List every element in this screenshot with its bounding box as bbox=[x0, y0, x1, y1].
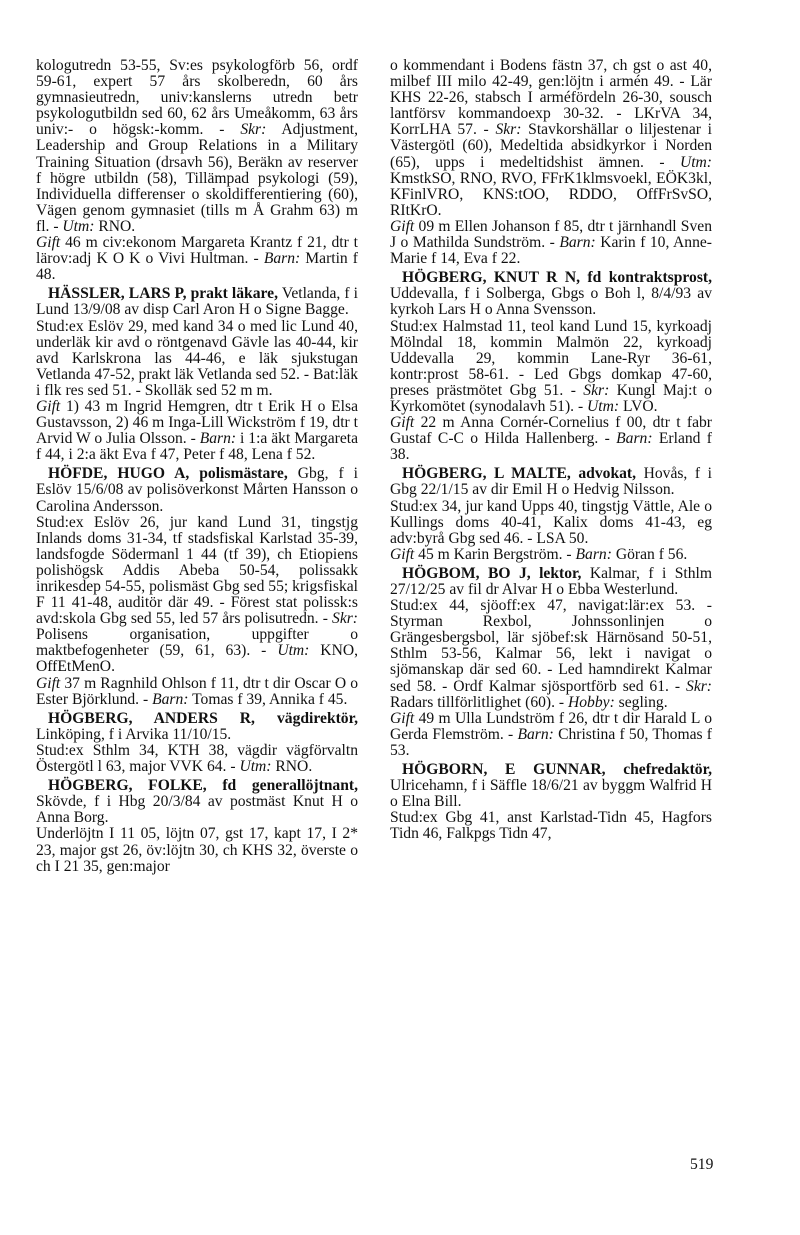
biography-entry bbox=[390, 566, 712, 759]
section-label: Gift bbox=[390, 414, 415, 432]
entry-paragraph bbox=[36, 319, 358, 399]
entry-paragraph bbox=[390, 547, 712, 563]
text-run: Skövde, f i Hbg 20/3/84 av postmäst Knut H o Anna Borg. bbox=[36, 793, 358, 827]
text-run: Tomas f 39, Annika f 45. bbox=[188, 690, 348, 708]
text-run: Stud:ex Gbg 41, anst Karlstad-Tidn 45, Hagfors Tidn 46, Falkpgs Tidn 47, bbox=[390, 809, 712, 843]
text-run: 09 m Ellen Johanson f 85, dtr t järnhandl Sven J o Mathilda Sundström. - bbox=[390, 217, 712, 252]
entry-paragraph bbox=[36, 58, 358, 235]
entry-paragraph bbox=[36, 515, 358, 676]
entry-heading bbox=[36, 711, 358, 743]
entry-heading bbox=[390, 270, 712, 318]
text-run: LVO. bbox=[619, 397, 658, 415]
entry-heading bbox=[36, 286, 358, 318]
text-run: Adjustment, Leadership and Group Relations in a Military Training Situation (drsavh 56), Beräkn av reserver f högre utbildn (58), Tillämpad psykologi (59), Individuella differenser o skoldifferentiering (60), Vägen genom gymnasiet (tills m Å Grahm 63) m fl. - bbox=[36, 121, 358, 235]
text-run: Stavkorshällar o liljestenar i Västergötl (60), Medeltida absidkyrkor i Norden (65), upps i medeltidshist ämnen. - bbox=[390, 121, 712, 171]
text-run: Polisens organisation, uppgifter o maktbefogenheter (59, 61, 63). - bbox=[36, 626, 358, 660]
section-label: Utm: bbox=[277, 642, 310, 660]
entry-heading bbox=[390, 466, 712, 498]
biography-entry bbox=[36, 466, 358, 707]
text-run: Kungl Maj:t o Kyrkomötet (synodalavh 51). - bbox=[390, 381, 712, 415]
text-run: RNO. bbox=[94, 217, 136, 235]
section-label: Barn: bbox=[559, 234, 596, 252]
section-label: Gift bbox=[390, 545, 415, 563]
text-run: Christina f 50, Thomas f 53. bbox=[390, 725, 712, 759]
section-label: Barn: bbox=[575, 545, 612, 563]
section-label: Barn: bbox=[152, 690, 189, 708]
section-label: Gift bbox=[390, 217, 415, 235]
entry-name: HÖGBERG, KNUT R N, fd kontraktsprost, bbox=[402, 269, 712, 287]
text-run: segling. bbox=[614, 693, 668, 711]
continued-entry bbox=[36, 58, 358, 283]
entry-paragraph bbox=[390, 219, 712, 267]
text-run: Uddevalla, f i Solberga, Gbgs o Boh l, 8/4/93 av kyrkoh Lars H o Anna Svensson. bbox=[390, 285, 712, 319]
section-label: Gift bbox=[390, 709, 415, 727]
text-run: 49 m Ulla Lundström f 26, dtr t dir Harald L o Gerda Flemström. - bbox=[390, 709, 712, 743]
section-label: Utm: bbox=[62, 217, 95, 235]
section-label: Barn: bbox=[263, 250, 301, 268]
text-run: Erland f 38. bbox=[390, 430, 712, 464]
entry-name: HÖFDE, HUGO A, polismästare, bbox=[48, 465, 288, 483]
section-label: Utm: bbox=[239, 758, 272, 776]
text-run: Linköping, f i Arvika 11/10/15. bbox=[36, 725, 232, 743]
entry-paragraph bbox=[390, 415, 712, 463]
section-label: Gift bbox=[36, 674, 61, 692]
biography-entry bbox=[390, 762, 712, 842]
section-label: Skr: bbox=[240, 121, 267, 139]
text-run: Martin f 48. bbox=[36, 250, 358, 284]
text-run: Hovås, f i Gbg 22/1/15 av dir Emil H o Hedvig Nilsson. bbox=[390, 465, 712, 499]
entry-name: HÖGBERG, L MALTE, advokat, bbox=[402, 465, 637, 483]
section-label: Barn: bbox=[199, 430, 237, 448]
entry-heading bbox=[390, 566, 712, 598]
left-column bbox=[36, 58, 358, 878]
text-run: Gbg, f i Eslöv 15/6/08 av polisöverkonst Mårten Hansson o Carolina Andersson. bbox=[36, 465, 358, 515]
section-label: Skr: bbox=[495, 121, 522, 139]
entry-paragraph bbox=[390, 598, 712, 711]
entry-name: HÄSSLER, LARS P, prakt läkare, bbox=[48, 285, 278, 303]
entry-name: HÖGBOM, BO J, lektor, bbox=[402, 564, 582, 582]
entry-name: HÖGBORN, E GUNNAR, chefredaktör, bbox=[402, 761, 712, 779]
section-label: Skr: bbox=[583, 381, 610, 399]
entry-paragraph bbox=[390, 810, 712, 842]
section-label: Skr: bbox=[332, 610, 358, 628]
continued-entry bbox=[390, 58, 712, 267]
biography-entry bbox=[390, 466, 712, 563]
text-run: 22 m Anna Cornér-Cornelius f 00, dtr t fabr Gustaf C-C o Hilda Hallenberg. - bbox=[390, 414, 712, 448]
entry-paragraph bbox=[390, 711, 712, 759]
entry-heading bbox=[36, 778, 358, 826]
entry-paragraph bbox=[36, 235, 358, 283]
biography-entry bbox=[390, 270, 712, 463]
section-label: Barn: bbox=[616, 430, 653, 448]
text-run: 45 m Karin Bergström. - bbox=[414, 545, 576, 563]
text-run: 37 m Ragnhild Ohlson f 11, dtr t dir Oscar O o Ester Björklund. - bbox=[36, 674, 358, 708]
entry-paragraph bbox=[390, 499, 712, 547]
text-run: Stud:ex Sthlm 34, KTH 38, vägdir vägförvaltn Östergötl l 63, major VVK 64. - bbox=[36, 741, 358, 776]
text-run: RNO. bbox=[271, 758, 313, 776]
section-label: Hobby: bbox=[568, 693, 615, 711]
text-run: Stud:ex Halmstad 11, teol kand Lund 15, kyrkoadj Mölndal 18, kommin Malmön 22, kyrkoadj Uddevalla 29, kommin Lane-Ryr 36-61, kontr:prost 58-61. - Led Gbgs domkap 47-60, preses prästmötet Gbg 51. - bbox=[390, 317, 712, 399]
text-run: i 1:a äkt Margareta f 44, i 2:a äkt Eva f 47, Peter f 48, Lena f 52. bbox=[36, 430, 359, 464]
right-column bbox=[390, 58, 712, 846]
biography-entry bbox=[36, 778, 358, 875]
biography-entry bbox=[36, 286, 358, 463]
section-label: Gift bbox=[36, 397, 61, 415]
text-run: Stud:ex Eslöv 29, med kand 34 o med lic Lund 40, underläk kir avd o röntgenavd Gävle las 40-44, kir avd Karlskrona las 44-46, e läk sjukstugan Vetlanda 47-52, prakt läk Vetlanda sed 52. - Bat:läk i flk res sed 51. - Skolläk sed 52 m m. bbox=[36, 317, 358, 399]
entry-name: HÖGBERG, ANDERS R, vägdirektör, bbox=[48, 709, 358, 727]
text-run: Underlöjtn I 11 05, löjtn 07, gst 17, kapt 17, I 2* 23, major gst 26, öv:löjtn 30, ch KHS 32, överste o ch I 21 35, gen:major bbox=[36, 825, 358, 875]
section-label: Utm: bbox=[679, 153, 712, 171]
text-run: 1) 43 m Ingrid Hemgren, dtr t Erik H o Elsa Gustavsson, 2) 46 m Inga-Lill Wickström f 19, dtr t Arvid W o Julia Olsson. - bbox=[36, 397, 358, 448]
text-run: Ulricehamn, f i Säffle 18/6/21 av byggm Walfrid H o Elna Bill. bbox=[390, 777, 712, 811]
text-run: Vetlanda, f i Lund 13/9/08 av disp Carl Aron H o Signe Bagge. bbox=[36, 285, 358, 319]
page-number: 519 bbox=[690, 1156, 714, 1173]
section-label: Gift bbox=[36, 234, 61, 252]
entry-paragraph bbox=[36, 743, 358, 775]
biography-entry bbox=[36, 711, 358, 775]
text-run: KNO, OffEtMenO. bbox=[36, 642, 358, 676]
text-run: Stud:ex 44, sjöoff:ex 47, navigat:lär:ex 53. - Styrman Rexbol, Johnssonlinjen o Grängesbergsbol, lär sjöbef:sk Härnösand 50-51, Sthlm 53-56, Kalmar 56, lekt i navigat o sjömanskap där sed 60. - Led hamndirekt Kalmar sed 58. - Ordf Kalmar sjösportförb sed 61. - bbox=[390, 597, 712, 695]
section-label: Utm: bbox=[587, 397, 620, 415]
text-run: Stud:ex 34, jur kand Upps 40, tingstjg Vättle, Ale o Kullings doms 40-41, Kalix doms 41-43, eg adv:byrå Gbg sed 46. - LSA 50. bbox=[390, 497, 712, 547]
entry-paragraph bbox=[36, 676, 358, 708]
text-run: kologutredn 53-55, Sv:es psykologförb 56, ordf 59-61, expert 57 års skolberedn, 60 års gymnasieutredn, univ:kanslerns utredn betr psykologutbildn sed 60, 62 års Umeåkomm, 63 års univ:- o högsk:-komm. - bbox=[36, 57, 358, 139]
text-run: 46 m civ:ekonom Margareta Krantz f 21, dtr t lärov:adj K O K o Vivi Hultman. - bbox=[36, 234, 358, 268]
text-run: Karin f 10, Anne-Marie f 14, Eva f 22. bbox=[390, 234, 712, 268]
entry-heading bbox=[390, 762, 712, 810]
entry-paragraph bbox=[390, 319, 712, 416]
entry-paragraph bbox=[390, 58, 712, 219]
text-run: Radars tillförlitlighet (60). - bbox=[390, 693, 568, 711]
text-run: o kommendant i Bodens fästn 37, ch gst o ast 40, milbef III milo 42-49, gen:löjtn i armén 49. - Lär KHS 22-26, stabsch I arméfördeln 26-30, sousch lantförsv kommandoexp 30-32. - LKrVA 34, KorrLHA 57. - bbox=[390, 57, 712, 139]
text-run: Stud:ex Eslöv 26, jur kand Lund 31, tingstjg Inlands doms 31-34, tf stadsfiskal Karlstad 35-39, landsfogde Södermanl 1 44 (tf 39), ch Etiopiens polishögsk Addis Abeba 50-54, polissakk inrikesdep 54-55, polismäst Gbg sed 55; krigsfiskal F 11 41-48, auditör där 49. - Förest stat polissk:s avd:skola Gbg sed 55, led 57 års polisutredn. - bbox=[36, 513, 358, 628]
entry-heading bbox=[36, 466, 358, 514]
entry-paragraph bbox=[36, 826, 358, 874]
text-run: Kalmar, f i Sthlm 27/12/25 av fil dr Alvar H o Ebba Westerlund. bbox=[390, 564, 712, 598]
section-label: Skr: bbox=[686, 677, 712, 695]
text-run: Göran f 56. bbox=[611, 545, 688, 563]
entry-paragraph bbox=[36, 399, 358, 463]
entry-name: HÖGBERG, FOLKE, fd generallöjtnant, bbox=[48, 777, 358, 795]
text-run: KmstkSO, RNO, RVO, FFrK1klmsvoekl, EÖK3kl, KFinlVRO, KNS:tOO, RDDO, OffFrSvSO, RItKrO. bbox=[390, 169, 712, 219]
section-label: Barn: bbox=[517, 725, 554, 743]
